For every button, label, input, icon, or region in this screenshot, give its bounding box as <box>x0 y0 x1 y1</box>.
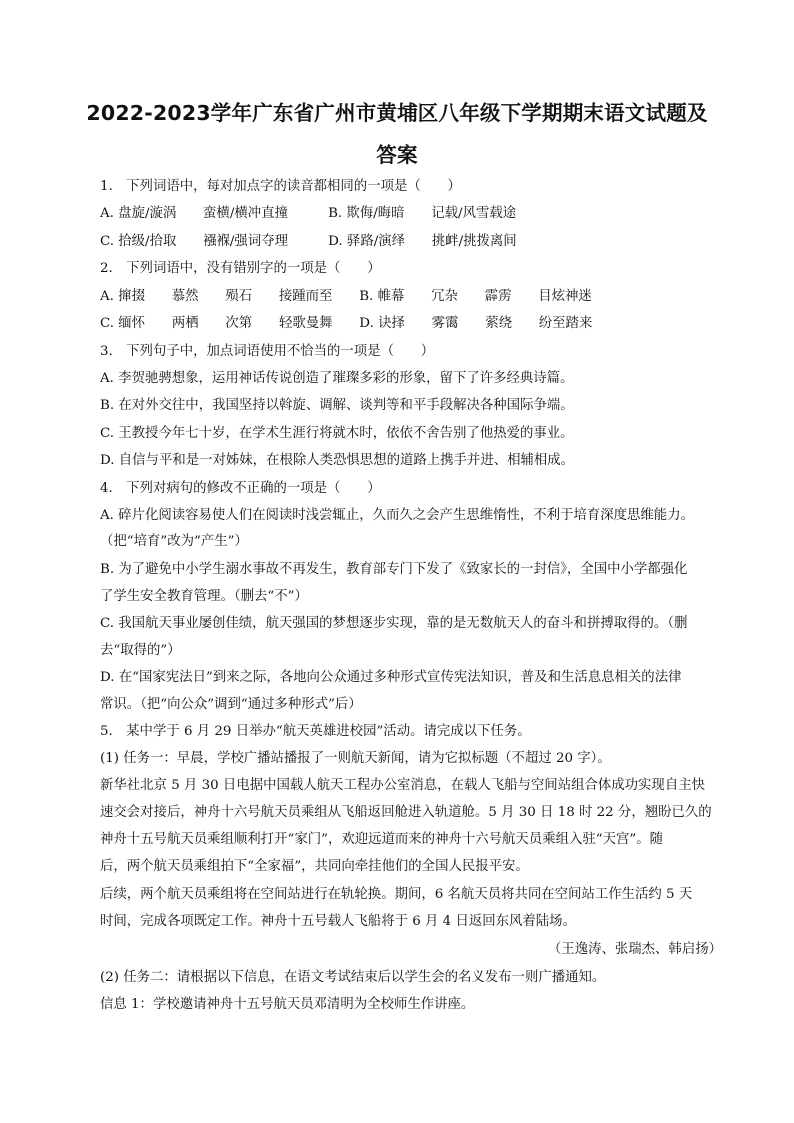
task-2-prompt: (2) 任务二：请根据以下信息，在语文考试结束后以学生会的名义发布一则广播通知。 <box>100 970 606 985</box>
question-4-option-d-line1: D. 在“国家宪法日”到来之际，各地向公众通过多种形式宣传宪法知识，普及和生活息息相关的法律 <box>100 670 682 685</box>
question-4-option-a-line1: A. 碎片化阅读容易使人们在阅读时浅尝辄止，久而久之会产生思维惰性，不利于培育深度思维能力。 <box>100 508 694 523</box>
task-1-prompt: (1) 任务一：早晨，学校广播站播报了一则航天新闻，请为它拟标题（不超过 20 字）。 <box>100 751 611 766</box>
info-1: 信息 1：学校邀请神舟十五号航天员邓清明为全校师生作讲座。 <box>100 997 475 1012</box>
news-paragraph-1-line3: 神舟十五号航天员乘组顺利打开“家门”，欢迎远道而来的神舟十六号航天员乘组入驻“天宫”。随 <box>100 832 664 847</box>
news-paragraph-1-line1: 新华社北京 5 月 30 日电据中国载人航天工程办公室消息，在载人飞船与空间站组合体成功实现自主快 <box>100 778 705 793</box>
question-4-option-d-line2: 常识。（把“向公众”调到“通过多种形式”后） <box>100 697 362 712</box>
question-4-option-b-line2: 了学生安全教育管理。（删去“不”） <box>100 589 308 604</box>
news-paragraph-2-line2: 时间，完成各项既定工作。神舟十五号载人飞船将于 6 月 4 日返回东风着陆场。 <box>100 914 576 929</box>
question-3-option-c: C. 王教授今年七十岁，在学术生涯行将就木时，依依不舍告别了他热爱的事业。 <box>100 426 574 441</box>
question-1-options-ab: A. 盘旋/漩涡 蛮横/横冲直撞 B. 欺侮/晦暗 记载/风雪载途 <box>100 206 517 221</box>
question-4-option-c-line2: 去“取得的”） <box>100 643 181 658</box>
question-2-options-ab: A. 撺掇 慕然 殒石 接踵而至 B. 帷幕 冗杂 霹雳 目炫神迷 <box>100 289 592 304</box>
question-4-option-a-line2: （把“培育”改为“产生”） <box>100 534 248 549</box>
question-1-options-cd: C. 拾级/拾取 襁褓/强词夺理 D. 驿路/演绎 挑衅/挑拨离间 <box>100 234 517 249</box>
question-2-stem: 2. 下列词语中，没有错别字的一项是（ ） <box>100 261 381 276</box>
question-4-stem: 4. 下列对病句的修改不正确的一项是（ ） <box>100 481 381 496</box>
question-1-stem: 1. 下列词语中，每对加点字的读音都相同的一项是（ ） <box>100 179 461 194</box>
document-title-line1: 2022-2023学年广东省广州市黄埔区八年级下学期期末语文试题及 <box>86 101 708 125</box>
news-paragraph-1-line4: 后，两个航天员乘组拍下“全家福”，共同向牵挂他们的全国人民报平安。 <box>100 859 529 874</box>
news-authors: （王逸涛、张瑞杰、韩启扬） <box>547 942 722 957</box>
question-3-option-d: D. 自信与平和是一对姊妹，在根除人类恐惧思想的道路上携手并进、相辅相成。 <box>100 453 575 468</box>
question-3-stem: 3. 下列句子中，加点词语使用不恰当的一项是（ ） <box>100 344 435 359</box>
question-4-option-b-line1: B. 为了避免中小学生溺水事故不再发生，教育部专门下发了《致家长的一封信》，全国中小学都强化 <box>100 562 688 577</box>
news-paragraph-2-line1: 后续，两个航天员乘组将在空间站进行在轨轮换。期间，6 名航天员将共同在空间站工作生活约 5 天 <box>100 887 693 902</box>
news-paragraph-1-line2: 速交会对接后，神舟十六号航天员乘组从飞船返回舱进入轨道舱。5 月 30 日 18 时 22 分，翘盼已久的 <box>100 805 712 820</box>
question-4-option-c-line1: C. 我国航天事业屡创佳绩，航天强国的梦想逐步实现，靠的是无数航天人的奋斗和拼搏取得的。（删 <box>100 616 688 631</box>
question-3-option-a: A. 李贺驰骋想象，运用神话传说创造了璀璨多彩的形象，留下了许多经典诗篇。 <box>100 371 574 386</box>
document-title-line2: 答案 <box>376 143 418 167</box>
question-2-options-cd: C. 缅怀 两栖 次第 轻歌曼舞 D. 诀择 雾霭 萦绕 纷至踏来 <box>100 316 593 331</box>
question-3-option-b: B. 在对外交往中，我国坚持以斡旋、调解、谈判等和平手段解决各种国际争端。 <box>100 398 574 413</box>
question-5-stem: 5. 某中学于 6 月 29 日举办“航天英雄进校园”活动。请完成以下任务。 <box>100 724 531 739</box>
